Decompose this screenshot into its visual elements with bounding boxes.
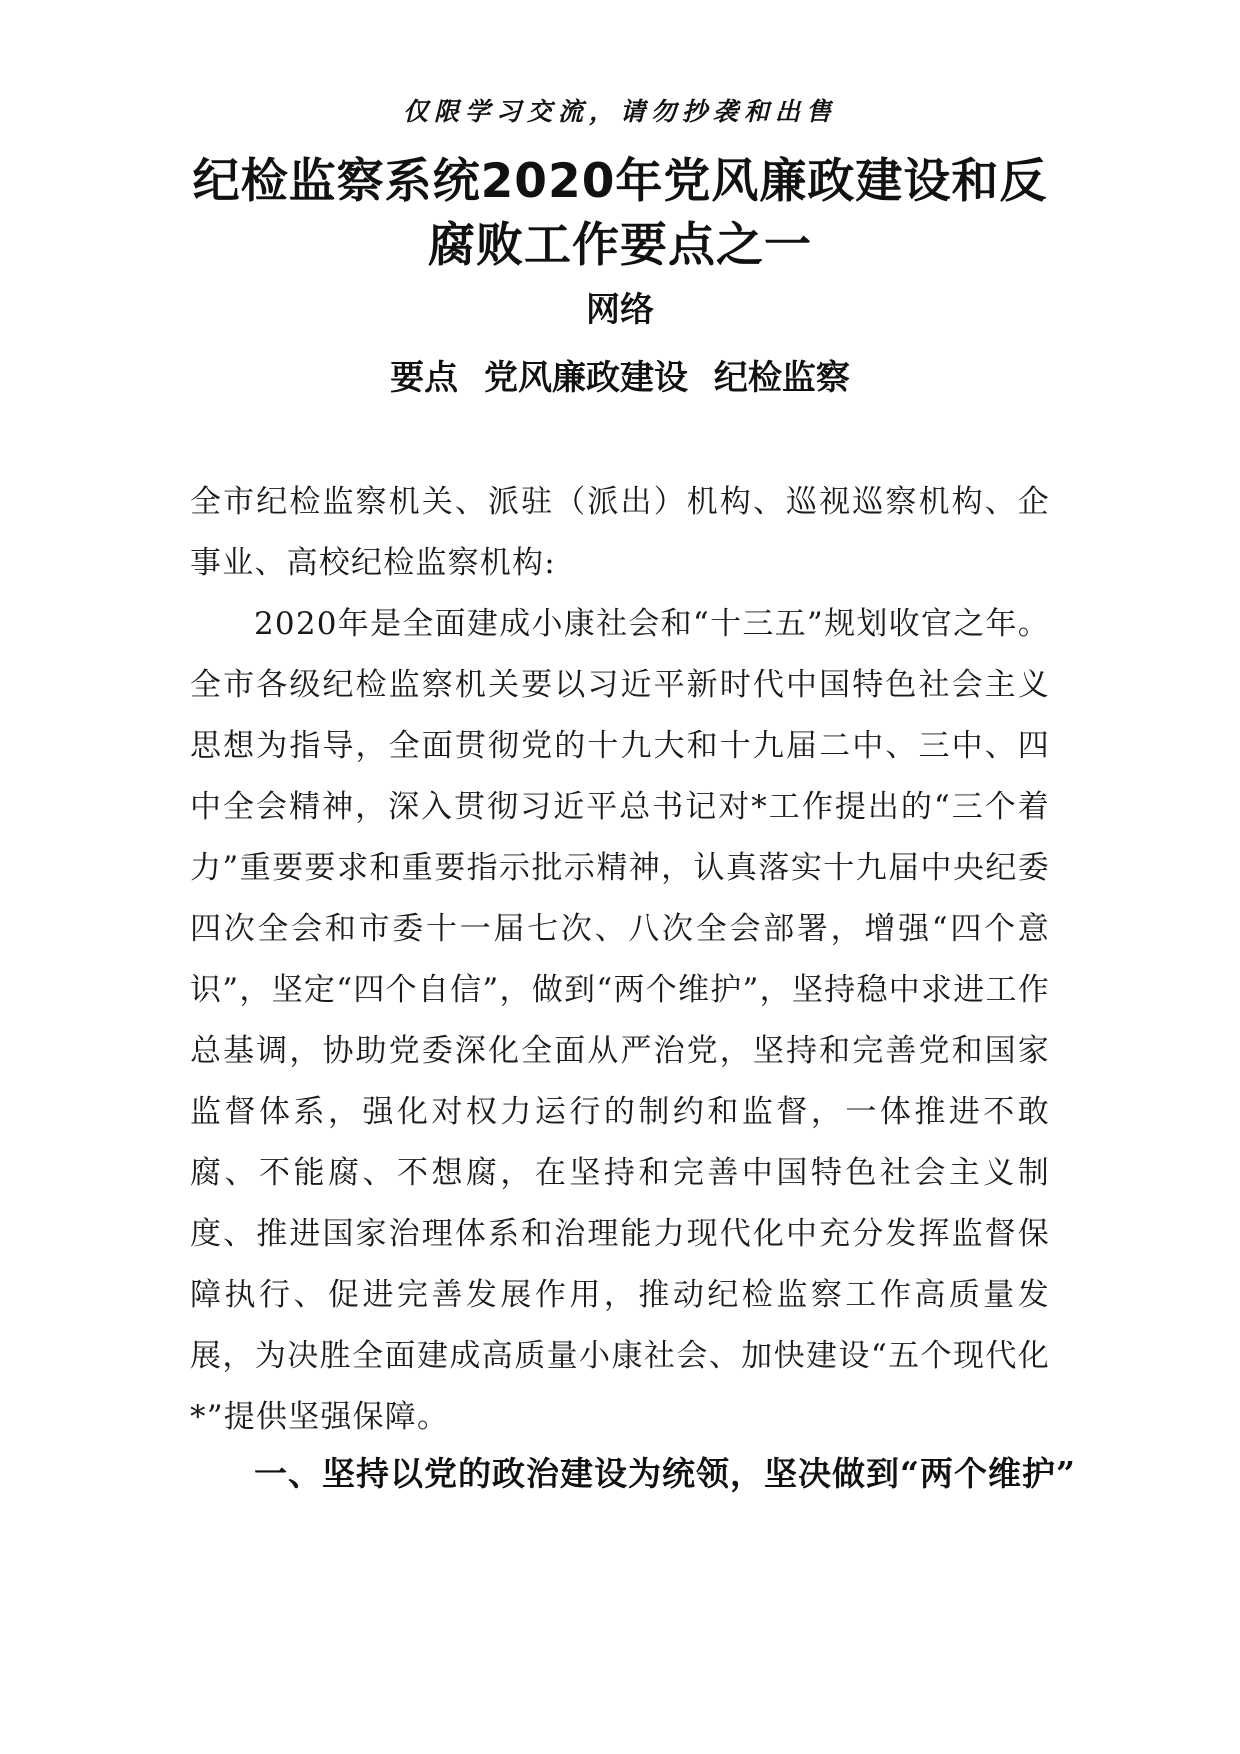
- document-title: 纪检监察系统2020年党风廉政建设和反腐败工作要点之一: [192, 154, 1048, 273]
- body-paragraph: 2020年是全面建成小康社会和“十三五”规划收官之年。全市各级纪检监察机关要以习近平新时代中国特色社会主义思想为指导，全面贯彻党的十九大和十九届二中、三中、四中全会精神，深入贯彻习近平总书记对*工作提出的“三个着力”重要要求和重要指示批示精神，认真落实十九届中央纪委四次全会和市委十一届七次、八次全会部署，增强“四个意识”，坚定“四个自信”，做到“两个维护”，坚持稳中求进工作总基调，协助党委深化全面从严治党，坚持和完善党和国家监督体系，强化对权力运行的制约和监督，一体推进不敢腐、不能腐、不想腐，在坚持和完善中国特色社会主义制度、推进国家治理体系和治理能力现代化中充分发挥监督保障执行、促进完善发展作用，推动纪检监察工作高质量发展，为决胜全面建成高质量小康社会、加快建设“五个现代化*”提供坚强保障。: [190, 606, 1050, 1435]
- document-source: 网络: [586, 290, 654, 330]
- document-keywords: 要点 党风廉政建设 纪检监察: [390, 358, 850, 398]
- salutation: 全市纪检监察机关、派驻（派出）机构、巡视巡察机构、企事业、高校纪检监察机构:: [190, 484, 1050, 581]
- header-note: 仅限学习交流，请勿抄袭和出售: [402, 97, 837, 126]
- section-heading: 一、坚持以党的政治建设为统领，坚决做到“两个维护”: [254, 1454, 1076, 1493]
- document-body: [190, 472, 1050, 1448]
